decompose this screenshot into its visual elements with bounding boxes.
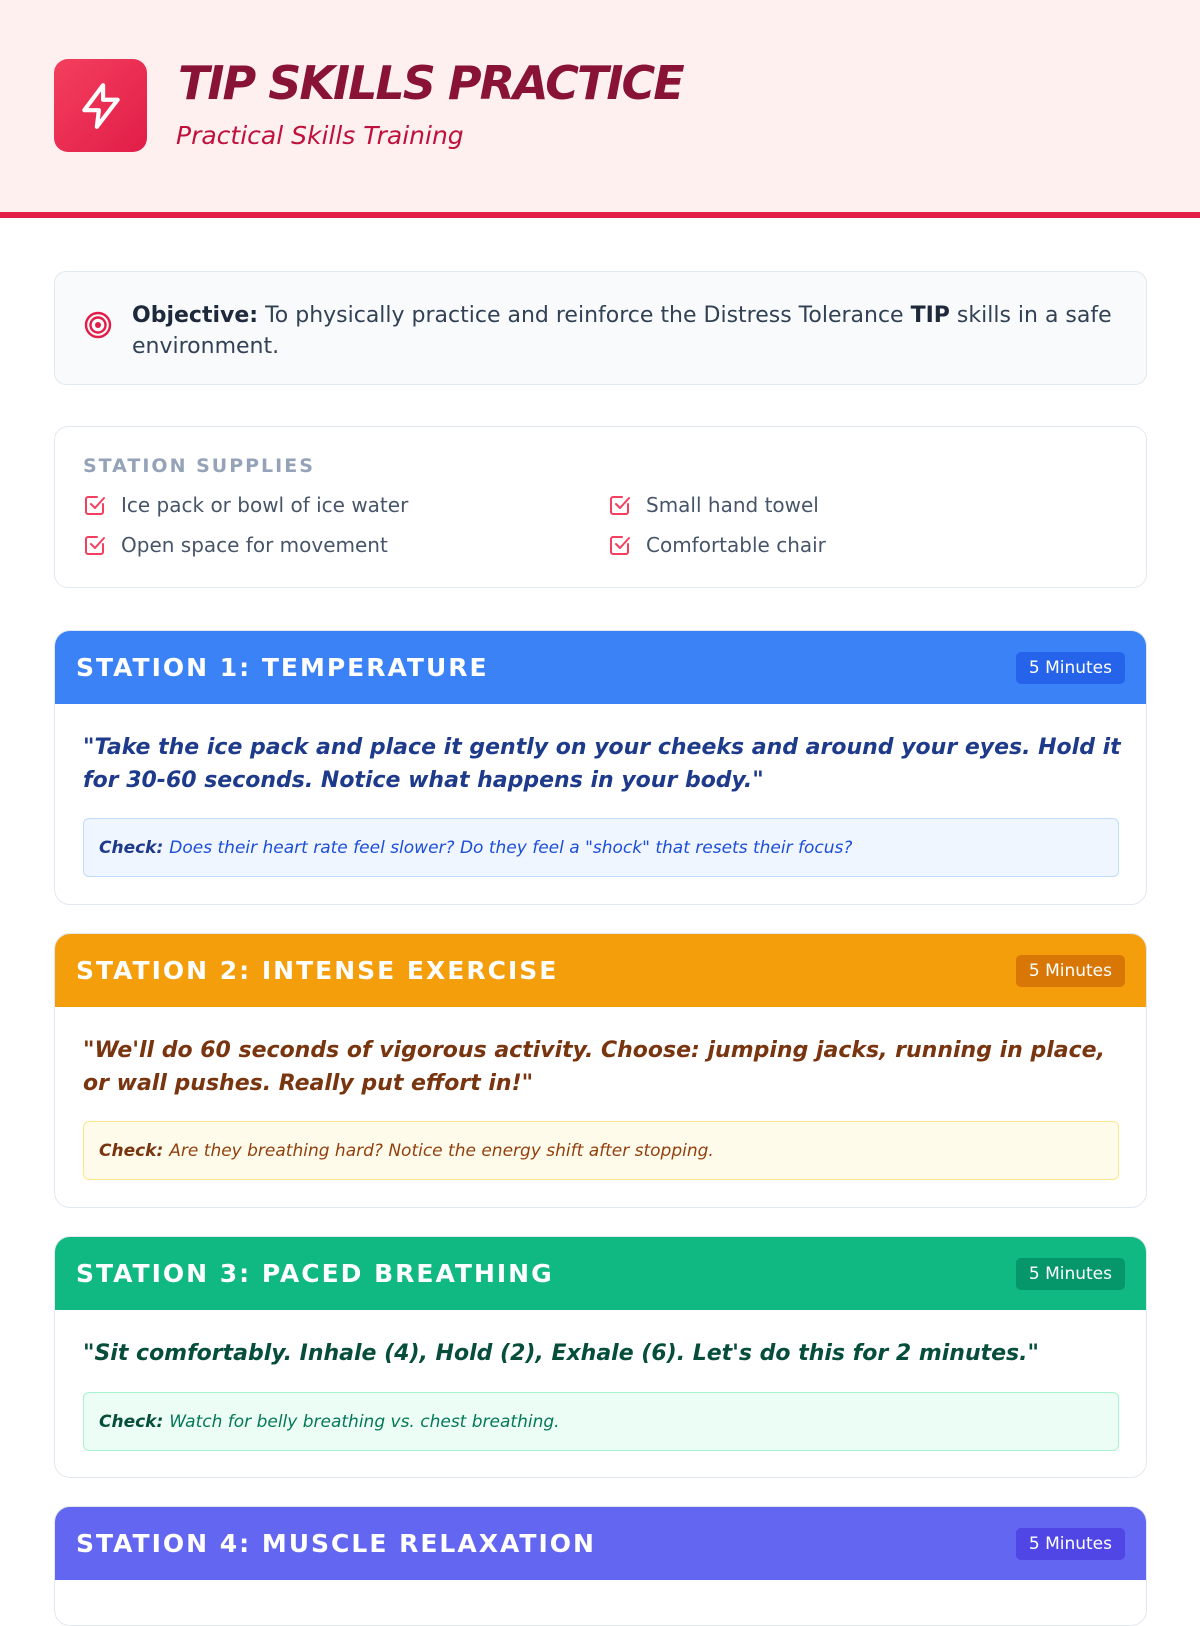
objective-text [132, 300, 1132, 362]
station-header [55, 1507, 1146, 1580]
supply-item [83, 533, 388, 557]
duration-badge: 5 Minutes [1016, 1258, 1125, 1290]
check-text: Watch for belly breathing vs. chest breathing. [169, 1411, 560, 1432]
lightning-bolt-icon [54, 59, 147, 152]
check-label: Check: [99, 1411, 164, 1432]
station-title: STATION 3: PACED BREATHING [76, 1259, 554, 1288]
objective-box [54, 271, 1147, 385]
station-script: "Take the ice pack and place it gently on your cheeks and around your eyes. Hold it for 30-60 seconds. Notice what happens in your body." [83, 735, 1121, 793]
station-card-exercise [54, 933, 1147, 1208]
supply-item-label: Open space for movement [121, 533, 388, 557]
checkbox-checked-icon [608, 493, 632, 517]
station-title: STATION 4: MUSCLE RELAXATION [76, 1529, 596, 1558]
page-header [0, 0, 1200, 218]
station-card-relaxation [54, 1506, 1147, 1626]
station-supplies [54, 426, 1147, 588]
supply-item-label: Small hand towel [646, 493, 819, 517]
station-title: STATION 1: TEMPERATURE [76, 653, 489, 682]
duration-badge: 5 Minutes [1016, 652, 1125, 684]
station-header [55, 631, 1146, 704]
page-subtitle: Practical Skills Training [176, 121, 464, 150]
checkbox-checked-icon [83, 533, 107, 557]
duration-badge: 5 Minutes [1016, 955, 1125, 987]
check-label: Check: [99, 1140, 164, 1161]
objective-emphasis: TIP [910, 303, 950, 328]
supply-item-label: Comfortable chair [646, 533, 826, 557]
objective-text-before: To physically practice and reinforce the Distress Tolerance [258, 303, 911, 328]
station-title: STATION 2: INTENSE EXERCISE [76, 956, 559, 985]
station-card-temperature [54, 630, 1147, 905]
station-check [83, 1121, 1119, 1180]
check-text: Are they breathing hard? Notice the energy shift after stopping. [169, 1140, 714, 1161]
page-title: TIP SKILLS PRACTICE [178, 56, 683, 110]
station-script: "We'll do 60 seconds of vigorous activity. Choose: jumping jacks, running in place, or wall pushes. Really put effort in!" [83, 1038, 1105, 1096]
supply-item-label: Ice pack or bowl of ice water [121, 493, 409, 517]
check-label: Check: [99, 837, 164, 858]
station-card-breathing [54, 1236, 1147, 1478]
check-text: Does their heart rate feel slower? Do they feel a "shock" that resets their focus? [169, 837, 853, 858]
duration-badge: 5 Minutes [1016, 1528, 1125, 1560]
objective-text-after: skills in a safe environment. [132, 303, 1112, 359]
supply-item [608, 493, 819, 517]
supply-item [83, 493, 408, 517]
checkbox-checked-icon [83, 493, 107, 517]
station-check [83, 818, 1119, 877]
supply-item [608, 533, 826, 557]
objective-label: Objective: [132, 303, 259, 328]
station-check [83, 1392, 1119, 1451]
supplies-heading: STATION SUPPLIES [83, 455, 315, 477]
station-header [55, 934, 1146, 1007]
checkbox-checked-icon [608, 533, 632, 557]
station-script: "Sit comfortably. Inhale (4), Hold (2), Exhale (6). Let's do this for 2 minutes." [83, 1341, 1039, 1366]
target-icon [83, 310, 113, 340]
station-header [55, 1237, 1146, 1310]
